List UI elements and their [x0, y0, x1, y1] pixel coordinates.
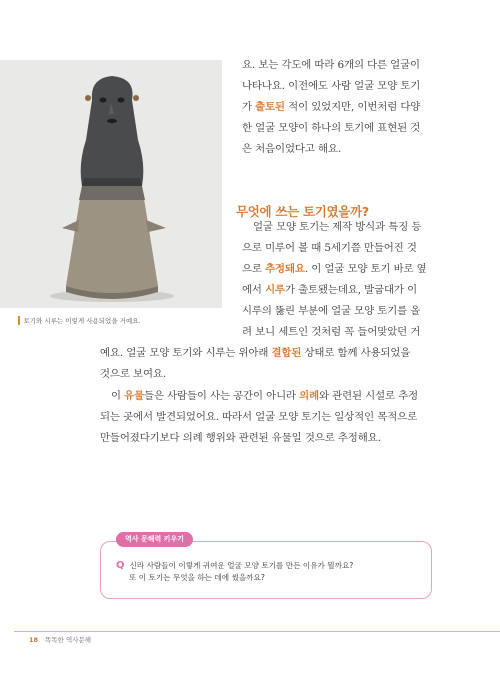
text-segment: 가 출토됐는데요, 발굽대가 이	[284, 284, 418, 296]
text-segment: 나타나요. 이전에도 사람 얼굴 모양 토기	[242, 80, 421, 92]
highlighted-term: 시루	[265, 284, 285, 296]
text-segment: 한 얼굴 모양이 하나의 토기에 표현된 것	[242, 122, 421, 134]
text-line	[242, 97, 420, 118]
text-segment: 려 보니 세트인 것처럼 꼭 들어맞았던 거	[242, 326, 421, 338]
section-paragraph	[242, 217, 427, 343]
text-segment: 으로 미루어 볼 때 5세기쯤 만들어진 것	[242, 242, 417, 254]
text-segment: 만들어졌다기보다 의례 행위와 관련된 유물일 것으로 추정해요.	[100, 432, 381, 444]
quiz-question	[116, 560, 353, 584]
text-segment: 은 처음이었다고 해요.	[242, 143, 342, 155]
highlighted-term: 출토된	[255, 101, 285, 113]
text-segment: 시루의 뚫린 부분에 얼굴 모양 토기를 올	[242, 305, 421, 317]
text-segment: 상태로 함께 사용되었을	[301, 347, 411, 359]
text-line	[242, 55, 420, 76]
text-segment: 가	[242, 101, 256, 113]
text-segment: 이	[111, 390, 125, 402]
artifact-photo	[0, 60, 222, 308]
text-segment: . 이 얼굴 모양 토기 바로 옆	[304, 263, 427, 275]
text-line	[100, 407, 418, 428]
text-segment: 되는 곳에서 발견되었어요. 따라서 얼굴 모양 토기는 일상적인 목적으로	[100, 411, 418, 423]
text-line	[242, 238, 427, 259]
highlighted-term: 유물	[124, 390, 145, 402]
top-paragraph	[242, 55, 420, 160]
text-line	[242, 76, 420, 97]
caption-bar	[18, 316, 20, 325]
book-title: 똑똑한 역사문해	[45, 636, 92, 644]
photo-caption-text: 토기와 시루는 이렇게 사용되었을 거예요.	[23, 317, 141, 325]
footer-rule	[14, 631, 500, 632]
text-line	[242, 118, 420, 139]
text-segment: 와 관련된 시설로 추정	[319, 390, 419, 402]
text-line	[242, 259, 427, 280]
text-line	[100, 428, 418, 449]
highlighted-term: 결합된	[271, 347, 302, 359]
page-footer	[29, 635, 91, 644]
text-segment: 얼굴 모양 토기는 제작 방식과 특징 등	[253, 221, 422, 233]
highlighted-term: 추정돼요	[265, 263, 305, 275]
quiz-line-2: 또 이 토기는 무엇을 하는 데에 썼을까요?	[129, 573, 265, 582]
section-heading: 무엇에 쓰는 토기였을까?	[236, 204, 369, 219]
text-line	[100, 364, 410, 385]
text-line	[100, 386, 418, 407]
quiz-line-1: 신라 사람들이 이렇게 귀여운 얼굴 모양 토기를 만든 이유가 뭘까요?	[129, 561, 354, 570]
full-paragraph-1	[100, 343, 410, 385]
text-segment: 적이 있었지만, 이번처럼 다양	[284, 101, 421, 113]
text-line	[242, 301, 427, 322]
text-segment: 것으로 보여요.	[100, 368, 167, 380]
text-line	[242, 139, 420, 160]
text-segment: 으로	[242, 263, 266, 275]
quiz-q-mark: Q	[116, 560, 125, 571]
full-paragraph-2	[100, 386, 418, 449]
text-segment: 들은 사람들이 사는 공간이 아니라	[144, 390, 300, 402]
text-segment: 요. 보는 각도에 따라 6개의 다른 얼굴이	[242, 59, 420, 71]
highlighted-term: 의례	[299, 390, 320, 402]
text-line	[242, 280, 427, 301]
text-line	[242, 217, 427, 238]
page-number: 18	[29, 635, 39, 644]
face-pottery-illustration	[0, 60, 222, 308]
text-line	[242, 322, 427, 343]
quiz-tab-label: 역사 문해력 키우기	[116, 532, 193, 547]
text-line	[100, 343, 410, 364]
text-segment: 에서	[242, 284, 266, 296]
text-segment: 예요. 얼굴 모양 토기와 시루는 위아래	[100, 347, 272, 359]
photo-caption	[18, 316, 218, 325]
